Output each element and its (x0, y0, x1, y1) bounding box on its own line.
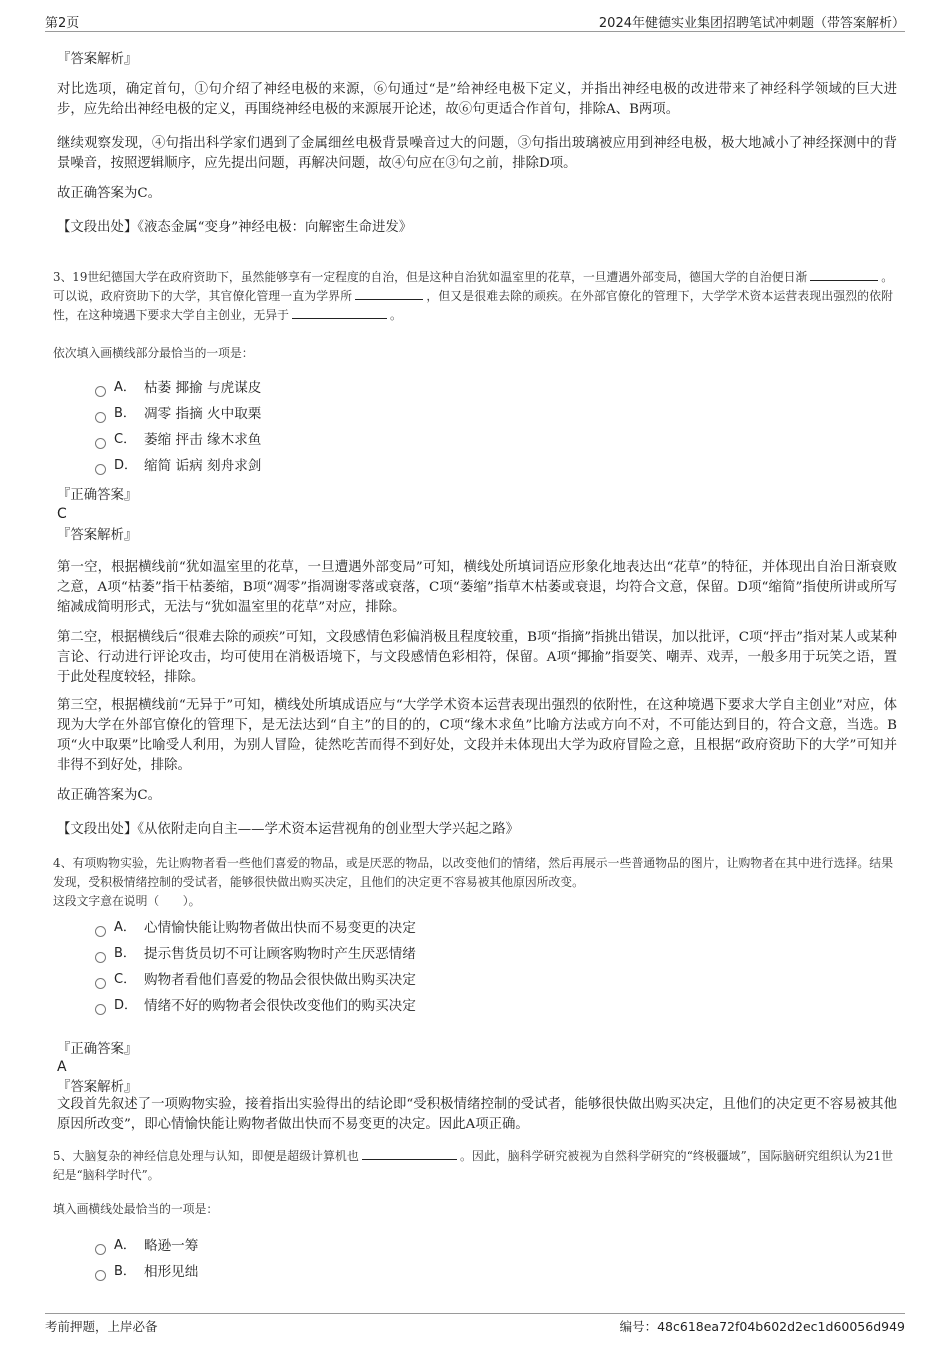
q3-stem: 3、19世纪德国大学在政府资助下，虽然能够享有一定程度的自治，但是这种自治犹如温室里的花草，一旦遭遇外部变局，德国大学的自治便日渐 。可以说，政府资助下的大学，其官僚化管理一直为学界所 ，但又是很难去除的顽疾。在外部官僚化的管理下，大学学术资本运营表现出强烈的依附性，在这种境遇下要求大学自主创业，无异于 。 (53, 270, 893, 322)
blank-3 (292, 306, 387, 319)
q3-source: 【文段出处】《从依附走向自主——学术资本运营视角的创业型大学兴起之路》 (57, 822, 519, 837)
page-header (45, 10, 905, 32)
radio-icon[interactable] (95, 412, 106, 423)
q4-answer: A (57, 1059, 67, 1075)
q3-conclusion: 故正确答案为C。 (57, 788, 161, 803)
q3-option-b[interactable]: B． 凋零 指摘 火中取栗 (95, 404, 261, 424)
blank-2 (355, 287, 423, 300)
blank-q5 (362, 1147, 457, 1160)
radio-icon[interactable] (95, 386, 106, 397)
q3-option-d[interactable]: D． 缩简 诟病 刻舟求剑 (95, 456, 261, 476)
radio-icon[interactable] (95, 978, 106, 989)
q4-stem: 4、有项购物实验，先让购物者看一些他们喜爱的物品，或是厌恶的物品，以改变他们的情绪，然后再展示一些普通物品的图片，让购物者在其中进行选择。结果发现，受积极情绪控制的受试者，能够很快做出购买决定，且他们的决定更不容易被其他原因所改变。 这段文字意在说明（ ）。 (53, 854, 893, 911)
q4-analysis-label: 『答案解析』 (57, 1080, 138, 1095)
q2-analysis-para1: 对比选项，确定首句，①句介绍了神经电极的来源，⑥句通过“是”给神经电极下定义，并指出神经电极的改进带来了神经科学领域的巨大进步，应先给出神经电极的定义，再围绕神经电极的来源展开论述，故⑥句更适合作首句，排除A、B两项。 (57, 82, 897, 117)
radio-icon[interactable] (95, 952, 106, 963)
q4-answer-label: 『正确答案』 (57, 1042, 138, 1057)
blank-1 (810, 268, 878, 281)
q5-prompt: 填入画横线处最恰当的一项是： (53, 1202, 219, 1216)
document-serial: 编号：48c618ea72f04b602d2ec1d60056d949 (619, 1319, 905, 1334)
q2-analysis-para2: 继续观察发现，④句指出科学家们遇到了金属细丝电极背景噪音过大的问题，③句指出玻璃被应用到神经电极，极大地减小了神经探测中的背景噪音，按照逻辑顺序，应先提出问题，再解决问题，故④句应在③句之前，排除D项。 (57, 136, 897, 171)
radio-icon[interactable] (95, 1004, 106, 1015)
page-number: 第2页 (45, 16, 80, 31)
document-title: 2024年健德实业集团招聘笔试冲刺题（带答案解析） (598, 16, 905, 31)
q3-answer: C (57, 506, 67, 522)
q3-prompt: 依次填入画横线部分最恰当的一项是： (53, 346, 254, 360)
radio-icon[interactable] (95, 1270, 106, 1281)
q4-prompt: 这段文字意在说明（ ）。 (53, 894, 201, 908)
radio-icon[interactable] (95, 464, 106, 475)
radio-icon[interactable] (95, 438, 106, 449)
q4-option-c[interactable]: C． 购物者看他们喜爱的物品会很快做出购买决定 (95, 970, 416, 990)
q2-conclusion: 故正确答案为C。 (57, 186, 161, 201)
q2-analysis-label: 『答案解析』 (57, 52, 138, 67)
q3-option-a[interactable]: A． 枯萎 揶揄 与虎谋皮 (95, 378, 261, 398)
q5-option-b[interactable]: B． 相形见绌 (95, 1262, 198, 1282)
q4-analysis: 文段首先叙述了一项购物实验，接着指出实验得出的结论即“受积极情绪控制的受试者，能够很快做出购买决定，且他们的决定更不容易被其他原因所改变”，即心情愉快能让购物者做出快而不易变更的决定。因此A项正确。 (57, 1097, 897, 1132)
q3-answer-label: 『正确答案』 (57, 488, 138, 503)
q3-analysis-label: 『答案解析』 (57, 528, 138, 543)
q5-option-a[interactable]: A． 略逊一筹 (95, 1236, 198, 1256)
q4-option-a[interactable]: A． 心情愉快能让购物者做出快而不易变更的决定 (95, 918, 416, 938)
radio-icon[interactable] (95, 1244, 106, 1255)
footer-slogan: 考前押题，上岸必备 (45, 1319, 158, 1334)
q3-analysis-para2: 第二空，根据横线后“很难去除的顽疾”可知，文段感情色彩偏消极且程度较重，B项“指摘”指挑出错误，加以批评，C项“抨击”指对某人或某种言论、行动进行评论攻击，均可使用在消极语境下，与文段感情色彩相符，保留。A项“揶揄”指耍笑、嘲弄、戏弄，一般多用于玩笑之语，置于此处程度较轻，排除。 (57, 630, 897, 685)
q2-source: 【文段出处】《液态金属“变身”神经电极：向解密生命进发》 (57, 220, 413, 235)
radio-icon[interactable] (95, 926, 106, 937)
q5-stem: 5、大脑复杂的神经信息处理与认知，即便是超级计算机也 。因此，脑科学研究被视为自然科学研究的“终极疆域”，国际脑研究组织认为21世纪是“脑科学时代”。 (53, 1149, 894, 1182)
q3-analysis-para1: 第一空，根据横线前“犹如温室里的花草，一旦遭遇外部变局”可知，横线处所填词语应形象化地表达出“花草”的特征，并体现出自治日渐衰败之意，A项“枯萎”指干枯萎缩，B项“凋零”指凋谢零落或衰落，C项“萎缩”指草木枯萎或衰退，均符合文意，保留。D项“缩简”指使所讲或所写缩减成简明形式，无法与“犹如温室里的花草”对应，排除。 (57, 560, 897, 615)
q4-option-d[interactable]: D． 情绪不好的购物者会很快改变他们的购买决定 (95, 996, 416, 1016)
q4-option-b[interactable]: B． 提示售货员切不可让顾客购物时产生厌恶情绪 (95, 944, 416, 964)
page-footer (45, 1313, 905, 1335)
q3-analysis-para3: 第三空，根据横线前“无异于”可知，横线处所填成语应与“大学学术资本运营表现出强烈的依附性，在这种境遇下要求大学自主创业”对应，体现为大学在外部官僚化的管理下，是无法达到“自主”的目的的，C项“缘木求鱼”比喻方法或方向不对，不可能达到目的，符合文意，当选。B项“火中取栗”比喻受人利用，为别人冒险，徒然吃苦而得不到好处，文段并未体现出大学为政府冒险之意，且根据“政府资助下的大学”可知并非得不到好处，排除。 (57, 698, 897, 773)
q3-option-c[interactable]: C． 萎缩 抨击 缘木求鱼 (95, 430, 261, 450)
